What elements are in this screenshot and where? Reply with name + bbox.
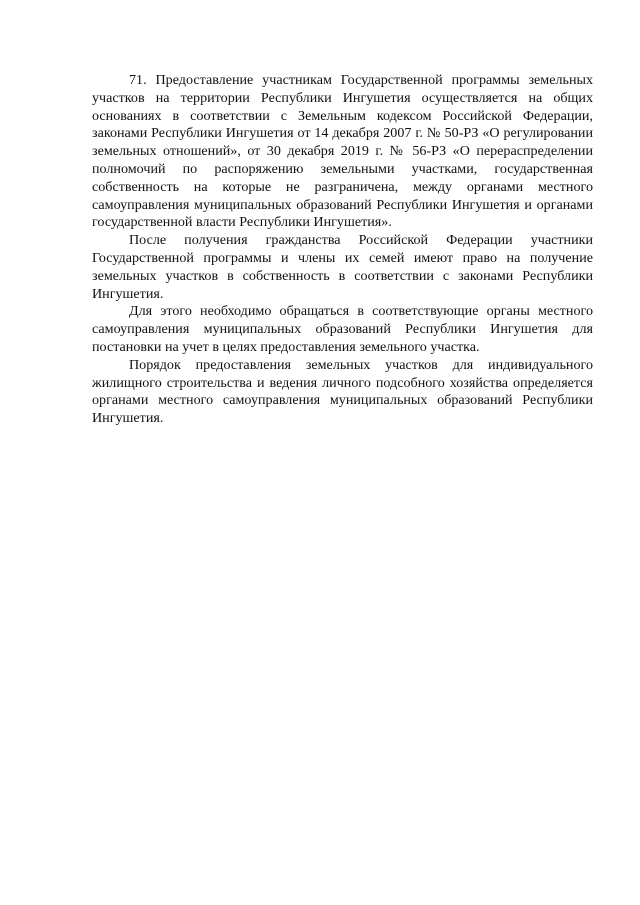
document-page	[92, 72, 593, 428]
paragraph-application: Для этого необходимо обращаться в соответствующие органы местного самоуправления муниципальных образований Республики Ингушетия для постановки на учет в целях предоставления земельного участка.	[92, 303, 593, 355]
paragraph-procedure: Порядок предоставления земельных участков для индивидуального жилищного строительства и ведения личного подсобного хозяйства определяется органами местного самоуправления муниципальных образований Республики Ингушетия.	[92, 356, 593, 427]
paragraph-citizenship: После получения гражданства Российской Федерации участники Государственной программы и члены их семей имеют право на получение земельных участков в собственность в соответствии с законами Республики Ингушетия.	[92, 232, 593, 302]
paragraph-71: 71. Предоставление участникам Государственной программы земельных участков на территории Республики Ингушетия осуществляется на общих основаниях в соответствии с Земельным кодексом Российской Федерации, законами Республики Ингушетия от 14 декабря 2007 г. № 50-РЗ «О регулировании земельных отношений», от 30 декабря 2019 г. № 56-РЗ «О перераспределении полномочий по распоряжению земельными участками, государственная собственность на которые не разграничена, между органами местного самоуправления муниципальных образований Республики Ингушетия и органами государственной власти Республики Ингушетия».	[92, 72, 593, 231]
